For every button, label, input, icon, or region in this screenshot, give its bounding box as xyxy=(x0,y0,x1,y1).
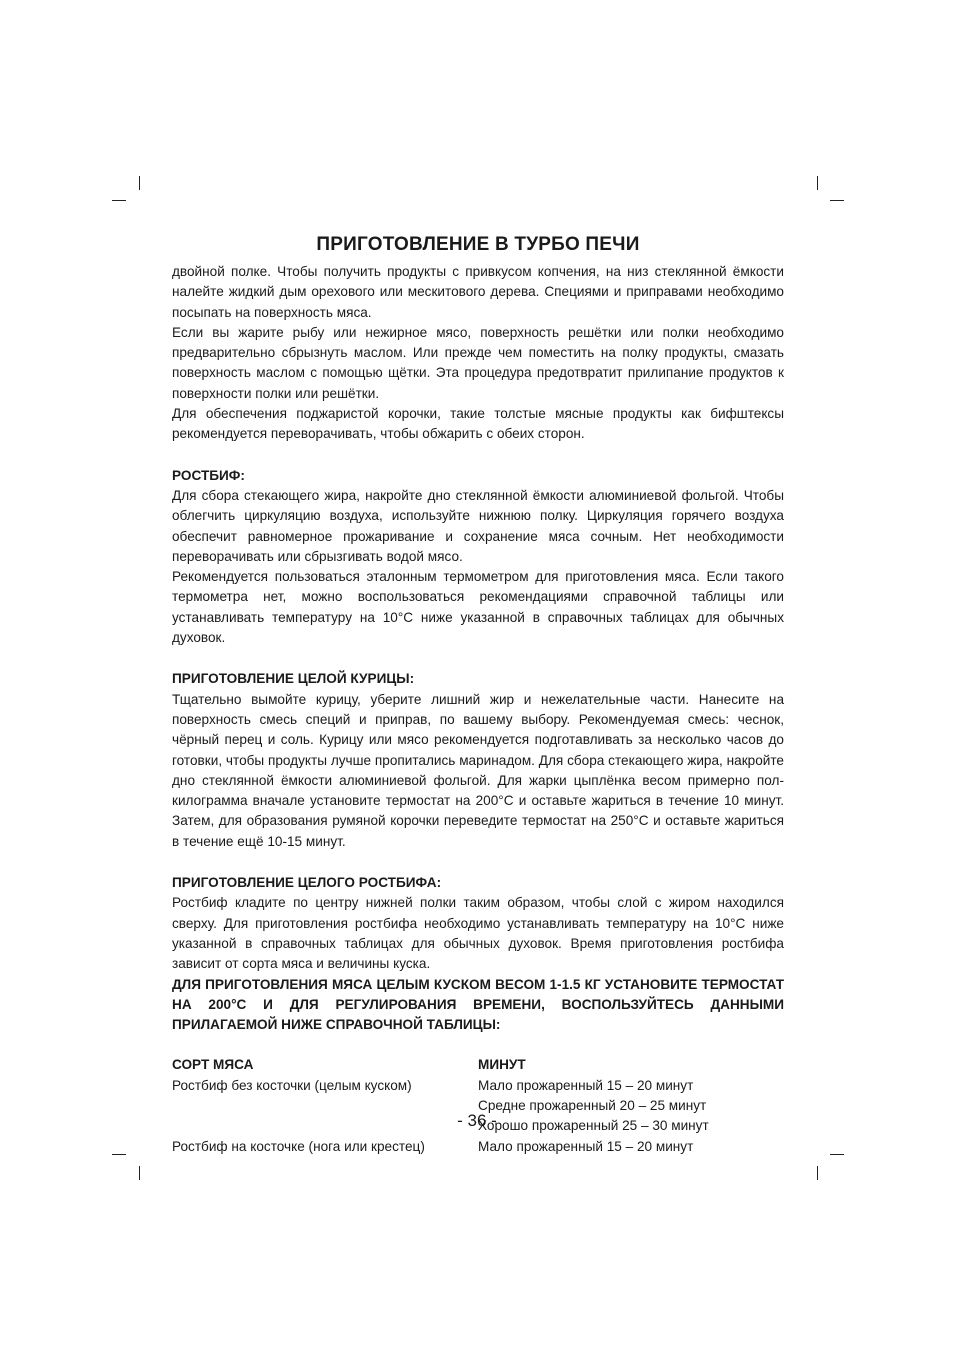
table-cell: Мало прожаренный 15 – 20 минут xyxy=(478,1077,694,1093)
table-header-meat: СОРТ МЯСА xyxy=(172,1057,254,1073)
table-cell: Ростбиф на косточке (нога или крестец) xyxy=(172,1138,425,1154)
crop-mark xyxy=(139,1166,140,1180)
table-cell: Хорошо прожаренный 25 – 30 минут xyxy=(478,1118,709,1134)
intro-paragraph: Если вы жарите рыбу или нежирное мясо, поверхность решётки или полки необходимо предварительно сбрызнуть маслом. Или прежде чем поместить на полку продукты, смазать поверхность маслом с помощью щётки. Эта процедура предотвратит прилипание продуктов к поверхности полки или решётки. xyxy=(172,324,784,401)
page-title: ПРИГОТОВЛЕНИЕ В ТУРБО ПЕЧИ xyxy=(316,234,640,255)
cooking-time-table xyxy=(172,1055,784,1156)
section-heading-rostbif: РОСТБИФ: xyxy=(172,467,245,483)
crop-mark xyxy=(817,176,818,190)
table-header-row xyxy=(172,1055,784,1075)
crop-mark xyxy=(830,1154,844,1155)
section-paragraph: Для сбора стекающего жира, накройте дно стеклянной ёмкости алюминиевой фольгой. Чтобы облегчить циркуляцию воздуха, используйте нижнюю полку. Циркуляция горячего воздуха обеспечит равномерное прожаривание и сохранение мяса сочным. Нет необходимости переворачивать или сбрызгивать водой мясо. xyxy=(172,487,784,564)
table-cell: Ростбиф без косточки (целым куском) xyxy=(172,1077,412,1093)
crop-mark xyxy=(139,176,140,190)
document-body xyxy=(172,262,784,1157)
section-paragraph: Ростбиф кладите по центру нижней полки таким образом, чтобы слой с жиром находился сверху. Для приготовления ростбифа необходимо устанавливать температуру на 10°С ниже указанной в справочных таблицах для обычных духовок. Время приготовления ростбифа зависит от сорта мяса и величины куска. xyxy=(172,895,784,972)
intro-paragraph: двойной полке. Чтобы получить продукты с привкусом копчения, на низ стеклянной ёмкости налейте жидкий дым орехового или мескитового дерева. Специями и приправами необходимо посыпать на поверхность мяса. xyxy=(172,264,784,320)
intro-paragraph: Для обеспечения поджаристой корочки, такие толстые мясные продукты как бифштексы рекомендуется переворачивать, чтобы обжарить с обеих сторон. xyxy=(172,406,784,442)
crop-mark xyxy=(817,1166,818,1180)
page-number: - 36 - xyxy=(457,1111,497,1130)
table-cell: Средне прожаренный 20 – 25 минут xyxy=(478,1097,707,1113)
section-paragraph: Рекомендуется пользоваться эталонным термометром для приготовления мяса. Если такого термометра нет, можно воспользоваться рекомендациями справочной таблицы или устанавливать температуру на 10°С ниже указанной в справочных таблицах для обычных духовок. xyxy=(172,569,784,646)
table-header-minutes: МИНУТ xyxy=(478,1057,526,1073)
section-heading-chicken: ПРИГОТОВЛЕНИЕ ЦЕЛОЙ КУРИЦЫ: xyxy=(172,671,415,687)
table-row xyxy=(172,1137,784,1157)
crop-mark xyxy=(112,1154,126,1155)
instruction-paragraph: ДЛЯ ПРИГОТОВЛЕНИЯ МЯСА ЦЕЛЫМ КУСКОМ ВЕСОМ 1-1.5 КГ УСТАНОВИТЕ ТЕРМОСТАТ НА 200°С И ДЛЯ РЕГУЛИРОВАНИЯ ВРЕМЕНИ, ВОСПОЛЬЗУЙТЕСЬ ДАННЫМИ ПРИЛАГАЕМОЙ НИЖЕ СПРАВОЧНОЙ ТАБЛИЦЫ: xyxy=(172,976,784,1033)
table-row xyxy=(172,1076,784,1096)
crop-mark xyxy=(112,200,126,201)
table-cell: Мало прожаренный 15 – 20 минут xyxy=(478,1138,694,1154)
section-heading-whole-rostbif: ПРИГОТОВЛЕНИЕ ЦЕЛОГО РОСТБИФА: xyxy=(172,875,442,891)
section-paragraph: Тщательно вымойте курицу, уберите лишний жир и нежелательные части. Нанесите на поверхность смесь специй и приправ, по вашему выбору. Рекомендуемая смесь: чеснок, чёрный перец и соль. Курицу или мясо рекомендуется подготавливать за несколько часов до готовки, чтобы продукты лучше пропитались маринадом. Для сбора стекающего жира, накройте дно стеклянной ёмкости алюминиевой фольгой. Для жарки цыплёнка весом примерно пол-килограмма вначале установите термостат на 200°С и оставьте жариться в течение 10 минут. Затем, для образования румяной корочки переведите термостат на 250°С и оставьте жариться в течение ещё 10-15 минут. xyxy=(172,691,784,849)
crop-mark xyxy=(830,200,844,201)
